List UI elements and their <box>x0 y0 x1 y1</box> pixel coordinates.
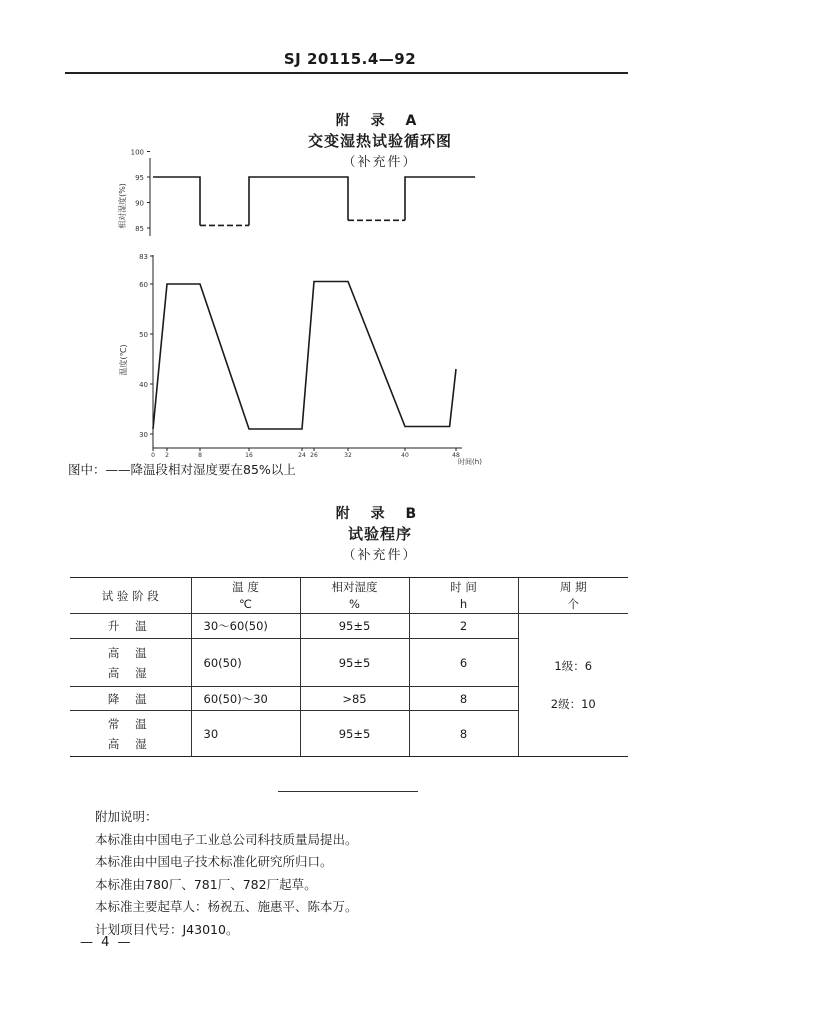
time-tick-label: 0 <box>151 452 155 459</box>
temperature-line <box>153 282 456 430</box>
cycle-chart <box>0 0 815 480</box>
humidity-axis-label: 相对湿度(%) <box>118 183 127 229</box>
notes-line: 本标准由中国电子工业总公司科技质量局提出。 <box>95 831 358 847</box>
time-cell: 2 <box>409 614 518 639</box>
temperature-tick-label: 30 <box>139 431 148 439</box>
humidity-line <box>249 177 348 225</box>
notes-line: 本标准主要起草人：杨祝五、施惠平、陈本万。 <box>95 899 358 914</box>
time-tick-label: 26 <box>310 452 318 459</box>
stage-cell: 常 温 高 湿 <box>107 716 153 751</box>
period-cell <box>518 614 628 757</box>
header-stage: 试 验 阶 段 <box>101 588 159 603</box>
humidity-tick-label: 95 <box>135 174 144 182</box>
table-row <box>70 614 628 639</box>
time-tick-label: 8 <box>198 452 202 459</box>
appendix-a-label: 附 录 A <box>335 113 425 129</box>
appendix-b-subtitle: （补充件） <box>342 548 418 563</box>
header-temperature: 温 度 ℃ <box>191 578 300 614</box>
temperature-tick-label: 60 <box>139 281 148 289</box>
humidity-cell: 95±5 <box>300 711 409 757</box>
appendix-a-subtitle: （补充件） <box>342 155 418 170</box>
humidity-line <box>405 177 475 220</box>
temperature-tick-label: 83 <box>139 253 148 261</box>
temp-cell: 60(50)～30 <box>191 687 300 711</box>
table-header-row <box>70 578 628 614</box>
header-period: 周 期 个 <box>518 578 628 614</box>
temperature-axis-label: 温度(℃) <box>119 344 128 376</box>
temp-cell: 30 <box>191 711 300 757</box>
time-tick-label: 24 <box>298 452 306 459</box>
humidity-cell: >85 <box>300 687 409 711</box>
period-grade-2: 2级：10 <box>550 697 596 711</box>
notes-divider <box>278 791 418 792</box>
humidity-tick-label: 90 <box>135 199 144 208</box>
time-tick-label: 2 <box>165 452 169 459</box>
humidity-tick-label: 100 <box>130 148 144 157</box>
humidity-tick-label: 85 <box>135 225 144 233</box>
notes-line: 本标准由中国电子技术标准化研究所归口。 <box>95 854 333 869</box>
stage-cell: 升 温 <box>107 619 153 633</box>
stage-cell: 高 温 高 湿 <box>107 645 153 680</box>
page-number: — 4 — <box>80 935 133 950</box>
time-cell: 8 <box>409 687 518 711</box>
header-time: 时 间 h <box>409 578 518 614</box>
temp-cell: 60(50) <box>191 639 300 687</box>
humidity-cell: 95±5 <box>300 639 409 687</box>
temperature-tick-label: 40 <box>139 381 148 389</box>
appendix-b-title: 试验程序 <box>347 525 412 543</box>
time-tick-label: 40 <box>401 452 409 459</box>
humidity-line <box>153 177 200 225</box>
figure-note: 图中：——降温段相对湿度要在85%以上 <box>68 462 296 477</box>
notes-line: 本标准由780厂、781厂、782厂起草。 <box>95 876 317 892</box>
header-humidity: 相对湿度 % <box>300 578 409 614</box>
additional-notes <box>95 806 358 941</box>
time-axis-label: 时间(h) <box>458 458 482 466</box>
period-grade-1: 1级：6 <box>554 659 593 673</box>
appendix-b-label: 附 录 B <box>335 506 425 522</box>
time-tick-label: 32 <box>344 452 352 459</box>
temp-cell: 30～60(50) <box>191 614 300 639</box>
temperature-tick-label: 50 <box>139 331 148 339</box>
time-cell: 8 <box>409 711 518 757</box>
humidity-cell: 95±5 <box>300 614 409 639</box>
time-tick-label: 16 <box>245 452 253 459</box>
notes-heading: 附加说明： <box>95 809 158 824</box>
time-tick-label: 48 <box>452 452 460 459</box>
time-cell: 6 <box>409 639 518 687</box>
appendix-a-title: 交变湿热试验循环图 <box>307 132 452 150</box>
document-code: SJ 20115.4—92 <box>283 50 417 68</box>
stage-cell: 降 温 <box>107 691 153 706</box>
test-procedure-table <box>70 577 628 757</box>
notes-line: 计划项目代号：J43010。 <box>95 921 239 937</box>
